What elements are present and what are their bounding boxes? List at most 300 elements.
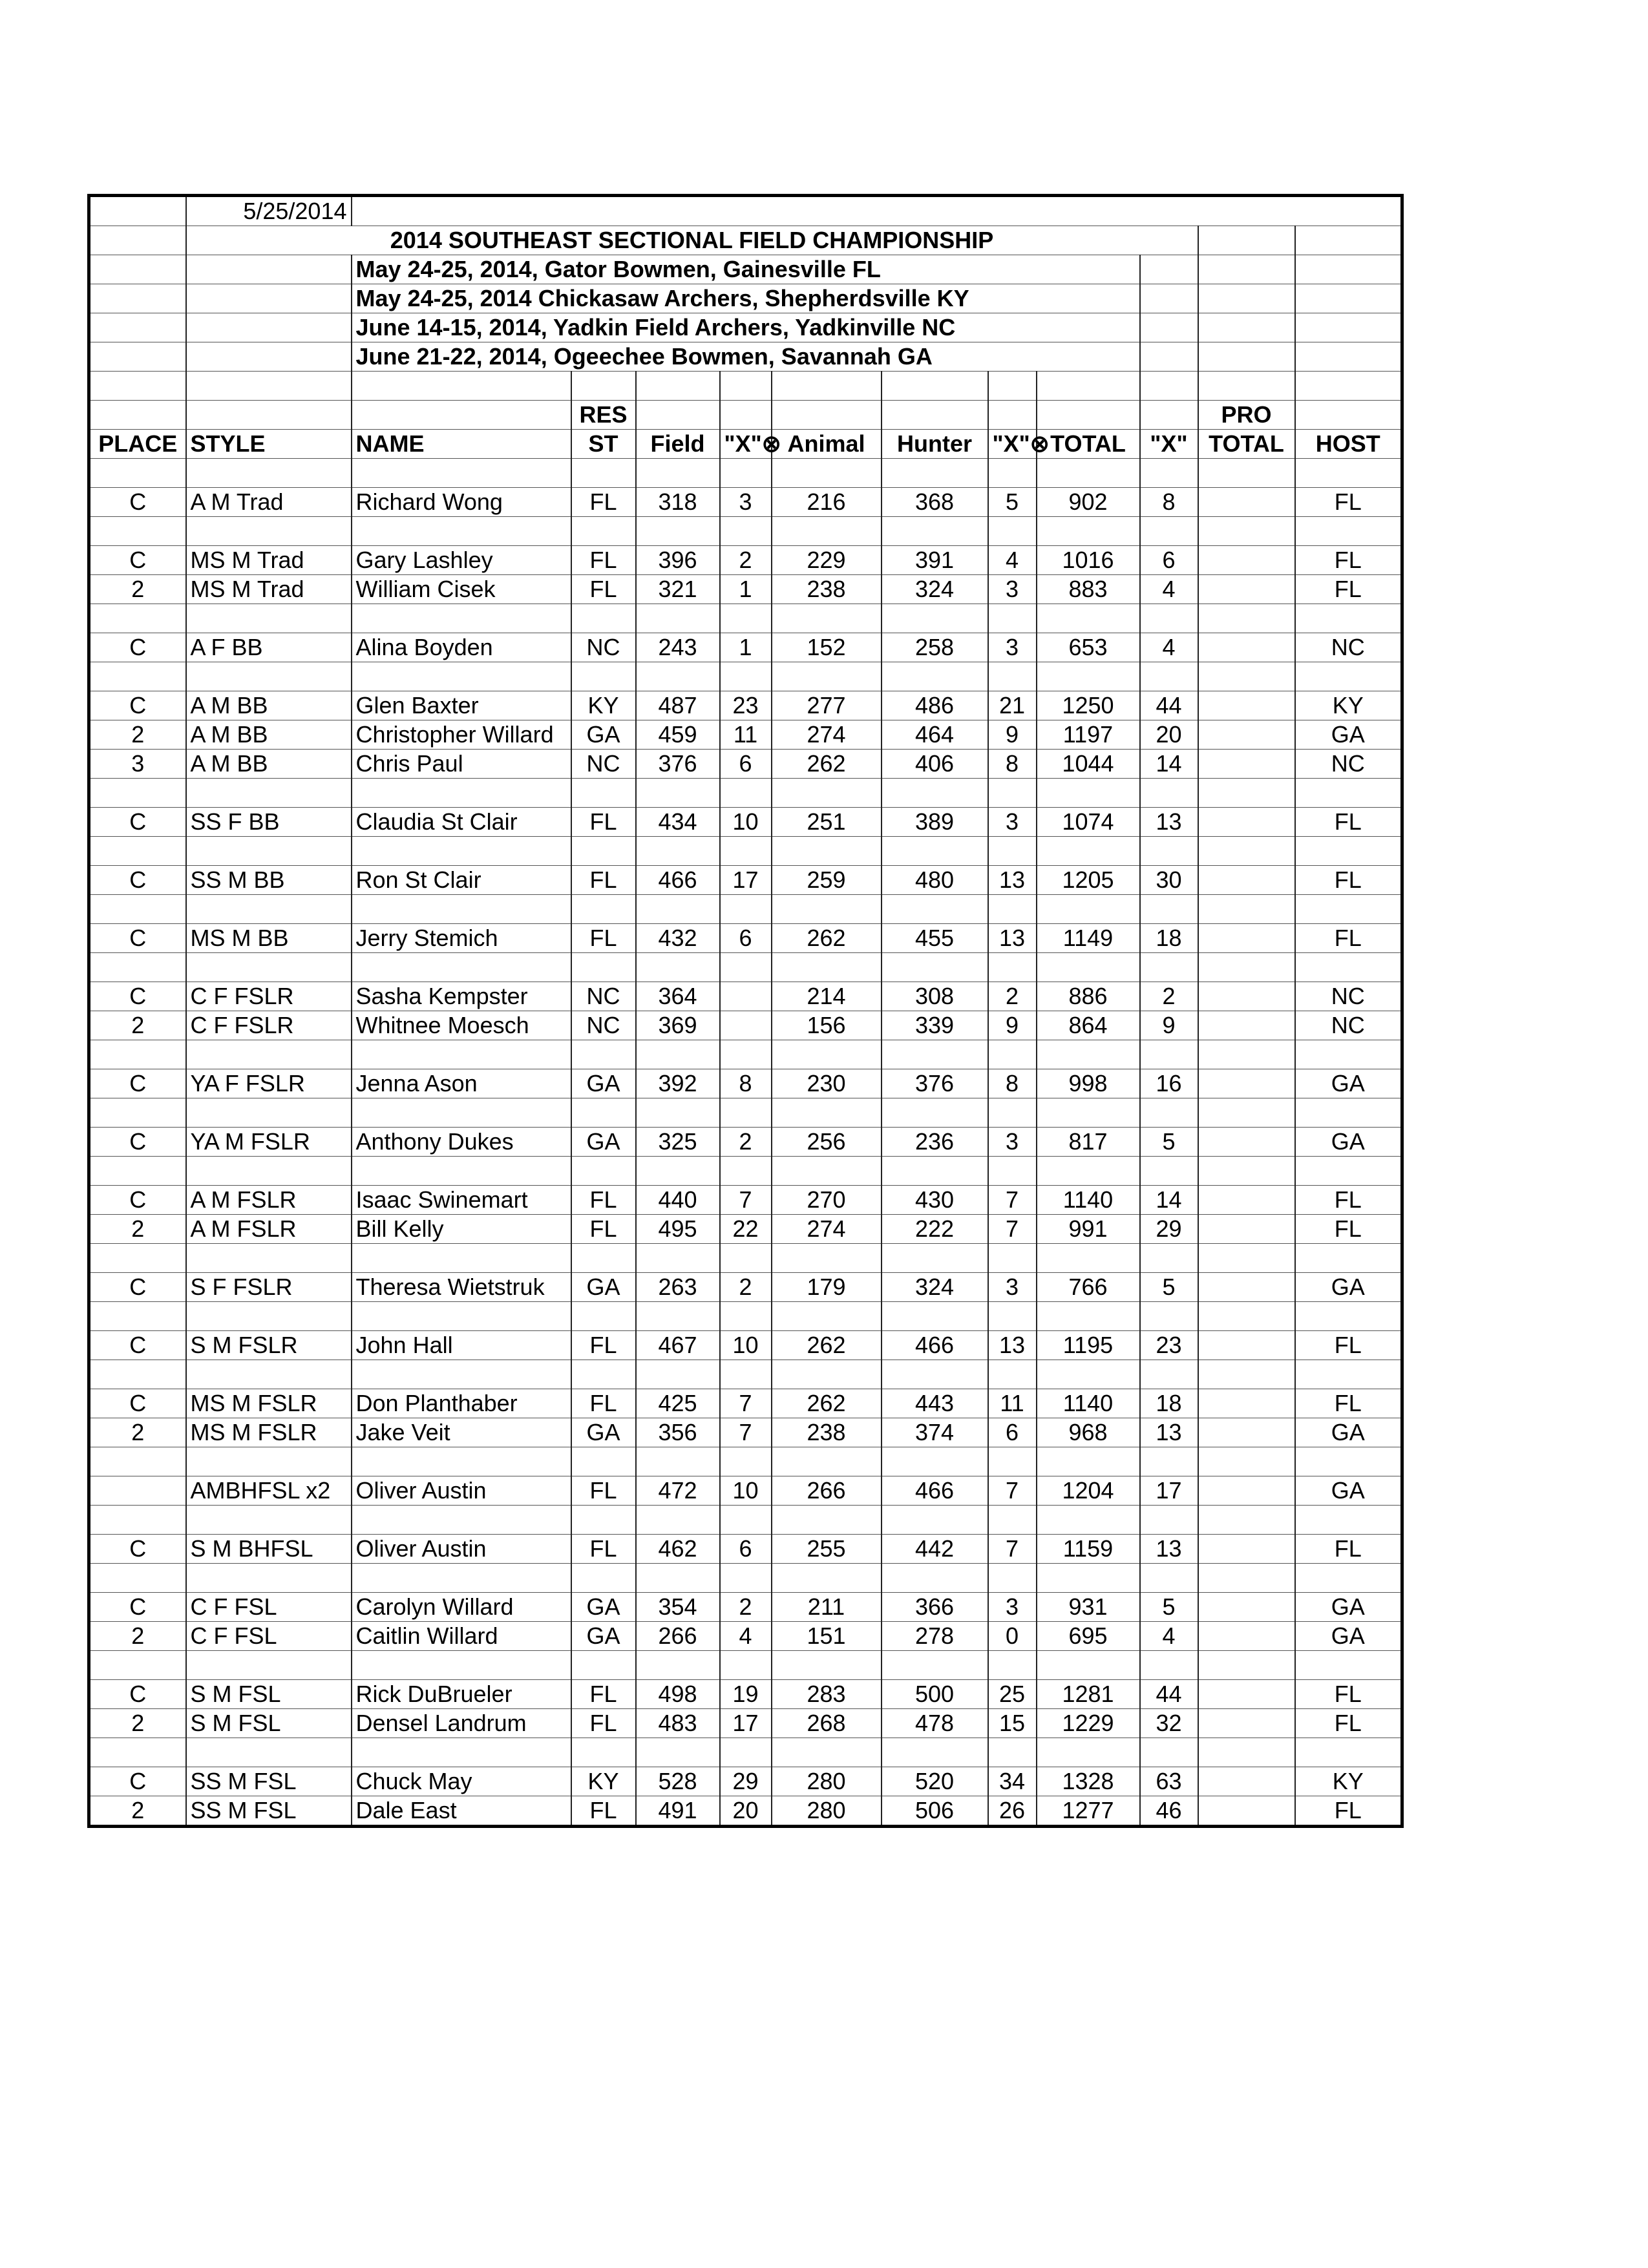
total-x: 4 bbox=[1140, 1622, 1198, 1651]
res-state: GA bbox=[571, 1622, 636, 1651]
hunter-score: 500 bbox=[882, 1680, 988, 1709]
hunter-x: 8 bbox=[988, 750, 1037, 779]
event-line: May 24-25, 2014 Chickasaw Archers, Shepherdsville KY bbox=[352, 284, 1140, 313]
place bbox=[89, 1476, 186, 1506]
total-x: 18 bbox=[1140, 924, 1198, 953]
total-score: 864 bbox=[1037, 1011, 1140, 1040]
total-score: 1250 bbox=[1037, 691, 1140, 720]
report-date: 5/25/2014 bbox=[186, 196, 352, 226]
hunter-score: 466 bbox=[882, 1476, 988, 1506]
pro-total bbox=[1198, 691, 1295, 720]
archer-name: Caitlin Willard bbox=[352, 1622, 571, 1651]
hunter-score: 368 bbox=[882, 488, 988, 517]
total-x: 14 bbox=[1140, 750, 1198, 779]
animal-score: 238 bbox=[772, 575, 882, 604]
animal-score: 152 bbox=[772, 633, 882, 662]
pro-total bbox=[1198, 1418, 1295, 1447]
host: FL bbox=[1295, 1389, 1402, 1418]
host: FL bbox=[1295, 546, 1402, 575]
animal-score: 230 bbox=[772, 1069, 882, 1098]
field-score: 432 bbox=[636, 924, 720, 953]
host: GA bbox=[1295, 1273, 1402, 1302]
table-row bbox=[89, 1709, 1402, 1738]
archer-name: Jenna Ason bbox=[352, 1069, 571, 1098]
field-score: 483 bbox=[636, 1709, 720, 1738]
style: A F BB bbox=[186, 633, 352, 662]
archer-name: Chuck May bbox=[352, 1767, 571, 1796]
animal-score: 266 bbox=[772, 1476, 882, 1506]
field-x: 8 bbox=[720, 1069, 772, 1098]
total-x: 44 bbox=[1140, 691, 1198, 720]
pro-total bbox=[1198, 982, 1295, 1011]
col-host: HOST bbox=[1295, 430, 1402, 459]
res-state: FL bbox=[571, 1680, 636, 1709]
archer-name: Oliver Austin bbox=[352, 1535, 571, 1564]
res-state: FL bbox=[571, 488, 636, 517]
total-x: 17 bbox=[1140, 1476, 1198, 1506]
field-score: 462 bbox=[636, 1535, 720, 1564]
style: MS M Trad bbox=[186, 575, 352, 604]
total-score: 817 bbox=[1037, 1128, 1140, 1157]
spacer-row bbox=[89, 1040, 1402, 1069]
event-line: June 14-15, 2014, Yadkin Field Archers, Yadkinville NC bbox=[352, 313, 1140, 342]
field-score: 459 bbox=[636, 720, 720, 750]
hunter-x: 25 bbox=[988, 1680, 1037, 1709]
style: MS M Trad bbox=[186, 546, 352, 575]
spacer-row bbox=[89, 837, 1402, 866]
spacer-row bbox=[89, 1360, 1402, 1389]
spacer-row bbox=[89, 1098, 1402, 1128]
total-score: 998 bbox=[1037, 1069, 1140, 1098]
res-state: GA bbox=[571, 720, 636, 750]
field-score: 266 bbox=[636, 1622, 720, 1651]
field-x: 10 bbox=[720, 1331, 772, 1360]
res-state: FL bbox=[571, 1535, 636, 1564]
total-x: 13 bbox=[1140, 1418, 1198, 1447]
total-score: 1149 bbox=[1037, 924, 1140, 953]
table-row bbox=[89, 808, 1402, 837]
hunter-x: 7 bbox=[988, 1535, 1037, 1564]
hunter-x: 13 bbox=[988, 924, 1037, 953]
hunter-score: 278 bbox=[882, 1622, 988, 1651]
res-state: GA bbox=[571, 1593, 636, 1622]
res-state: FL bbox=[571, 924, 636, 953]
total-score: 766 bbox=[1037, 1273, 1140, 1302]
total-x: 5 bbox=[1140, 1593, 1198, 1622]
pro-total bbox=[1198, 1128, 1295, 1157]
hunter-x: 9 bbox=[988, 720, 1037, 750]
total-score: 968 bbox=[1037, 1418, 1140, 1447]
table-row bbox=[89, 1593, 1402, 1622]
hunter-score: 486 bbox=[882, 691, 988, 720]
field-score: 487 bbox=[636, 691, 720, 720]
animal-score: 259 bbox=[772, 866, 882, 895]
table-row bbox=[89, 1215, 1402, 1244]
hunter-x: 7 bbox=[988, 1186, 1037, 1215]
pro-total bbox=[1198, 575, 1295, 604]
total-score: 883 bbox=[1037, 575, 1140, 604]
event-row bbox=[89, 284, 1402, 313]
total-score: 1074 bbox=[1037, 808, 1140, 837]
hunter-score: 374 bbox=[882, 1418, 988, 1447]
table-row bbox=[89, 1389, 1402, 1418]
hunter-x: 9 bbox=[988, 1011, 1037, 1040]
field-x: 7 bbox=[720, 1186, 772, 1215]
archer-name: Don Planthaber bbox=[352, 1389, 571, 1418]
column-header-bottom bbox=[89, 430, 1402, 459]
archer-name: William Cisek bbox=[352, 575, 571, 604]
host: FL bbox=[1295, 866, 1402, 895]
host: NC bbox=[1295, 1011, 1402, 1040]
style: S F FSLR bbox=[186, 1273, 352, 1302]
total-x: 63 bbox=[1140, 1767, 1198, 1796]
hunter-score: 324 bbox=[882, 575, 988, 604]
hunter-x: 2 bbox=[988, 982, 1037, 1011]
total-score: 1140 bbox=[1037, 1186, 1140, 1215]
animal-score: 283 bbox=[772, 1680, 882, 1709]
spacer-row bbox=[89, 604, 1402, 633]
event-row bbox=[89, 255, 1402, 284]
table-row bbox=[89, 1186, 1402, 1215]
pro-total bbox=[1198, 1331, 1295, 1360]
archer-name: Jerry Stemich bbox=[352, 924, 571, 953]
event-row bbox=[89, 342, 1402, 372]
res-state: NC bbox=[571, 750, 636, 779]
table-row bbox=[89, 1622, 1402, 1651]
spacer-row bbox=[89, 372, 1402, 401]
pro-total bbox=[1198, 1389, 1295, 1418]
host: FL bbox=[1295, 1535, 1402, 1564]
animal-score: 262 bbox=[772, 750, 882, 779]
hunter-x: 8 bbox=[988, 1069, 1037, 1098]
field-x: 2 bbox=[720, 546, 772, 575]
res-state: KY bbox=[571, 1767, 636, 1796]
host: FL bbox=[1295, 1186, 1402, 1215]
pro-total bbox=[1198, 1593, 1295, 1622]
archer-name: Claudia St Clair bbox=[352, 808, 571, 837]
event-row bbox=[89, 313, 1402, 342]
place: C bbox=[89, 1069, 186, 1098]
animal-score: 270 bbox=[772, 1186, 882, 1215]
total-x: 46 bbox=[1140, 1796, 1198, 1827]
place: C bbox=[89, 1128, 186, 1157]
total-score: 1205 bbox=[1037, 866, 1140, 895]
animal-score: 280 bbox=[772, 1767, 882, 1796]
res-state: FL bbox=[571, 1331, 636, 1360]
hunter-x: 3 bbox=[988, 1593, 1037, 1622]
hunter-score: 339 bbox=[882, 1011, 988, 1040]
place: C bbox=[89, 1389, 186, 1418]
spacer-row bbox=[89, 953, 1402, 982]
total-score: 1204 bbox=[1037, 1476, 1140, 1506]
animal-score: 251 bbox=[772, 808, 882, 837]
animal-score: 274 bbox=[772, 1215, 882, 1244]
style: MS M FSLR bbox=[186, 1389, 352, 1418]
place: 2 bbox=[89, 1622, 186, 1651]
field-score: 495 bbox=[636, 1215, 720, 1244]
total-x: 44 bbox=[1140, 1680, 1198, 1709]
style: C F FSL bbox=[186, 1593, 352, 1622]
field-x: 11 bbox=[720, 720, 772, 750]
animal-score: 214 bbox=[772, 982, 882, 1011]
hunter-x: 3 bbox=[988, 575, 1037, 604]
res-state: NC bbox=[571, 1011, 636, 1040]
hunter-score: 236 bbox=[882, 1128, 988, 1157]
field-score: 466 bbox=[636, 866, 720, 895]
table-row bbox=[89, 1069, 1402, 1098]
pro-total bbox=[1198, 1796, 1295, 1827]
field-x: 20 bbox=[720, 1796, 772, 1827]
total-x: 18 bbox=[1140, 1389, 1198, 1418]
field-score: 243 bbox=[636, 633, 720, 662]
hunter-score: 478 bbox=[882, 1709, 988, 1738]
col-res-label: RES bbox=[571, 401, 636, 430]
archer-name: Ron St Clair bbox=[352, 866, 571, 895]
field-x: 7 bbox=[720, 1389, 772, 1418]
animal-score: 238 bbox=[772, 1418, 882, 1447]
table-row bbox=[89, 1476, 1402, 1506]
hunter-score: 506 bbox=[882, 1796, 988, 1827]
animal-score: 156 bbox=[772, 1011, 882, 1040]
hunter-score: 464 bbox=[882, 720, 988, 750]
spacer-row bbox=[89, 662, 1402, 691]
spacer-row bbox=[89, 1157, 1402, 1186]
col-total: TOTAL bbox=[1037, 430, 1140, 459]
place: C bbox=[89, 633, 186, 662]
hunter-x: 3 bbox=[988, 633, 1037, 662]
host: GA bbox=[1295, 1418, 1402, 1447]
event-line: June 21-22, 2014, Ogeechee Bowmen, Savannah GA bbox=[352, 342, 1140, 372]
hunter-score: 466 bbox=[882, 1331, 988, 1360]
field-x: 1 bbox=[720, 575, 772, 604]
animal-score: 268 bbox=[772, 1709, 882, 1738]
pro-total bbox=[1198, 1186, 1295, 1215]
archer-name: Gary Lashley bbox=[352, 546, 571, 575]
style: A M Trad bbox=[186, 488, 352, 517]
res-state: KY bbox=[571, 691, 636, 720]
total-x: 16 bbox=[1140, 1069, 1198, 1098]
animal-score: 280 bbox=[772, 1796, 882, 1827]
host: KY bbox=[1295, 1767, 1402, 1796]
archer-name: Sasha Kempster bbox=[352, 982, 571, 1011]
total-score: 1197 bbox=[1037, 720, 1140, 750]
total-x: 4 bbox=[1140, 633, 1198, 662]
field-x: 10 bbox=[720, 1476, 772, 1506]
col-place: PLACE bbox=[89, 430, 186, 459]
res-state: GA bbox=[571, 1273, 636, 1302]
host: GA bbox=[1295, 1476, 1402, 1506]
host: KY bbox=[1295, 691, 1402, 720]
spacer-row bbox=[89, 1302, 1402, 1331]
field-score: 392 bbox=[636, 1069, 720, 1098]
col-total-x: "X" bbox=[1140, 430, 1198, 459]
hunter-score: 406 bbox=[882, 750, 988, 779]
hunter-x: 15 bbox=[988, 1709, 1037, 1738]
place: 2 bbox=[89, 1709, 186, 1738]
host: FL bbox=[1295, 808, 1402, 837]
animal-score: 277 bbox=[772, 691, 882, 720]
archer-name: Oliver Austin bbox=[352, 1476, 571, 1506]
field-x: 2 bbox=[720, 1593, 772, 1622]
spacer-row bbox=[89, 895, 1402, 924]
archer-name: Alina Boyden bbox=[352, 633, 571, 662]
total-x: 13 bbox=[1140, 1535, 1198, 1564]
hunter-x: 3 bbox=[988, 808, 1037, 837]
style: A M FSLR bbox=[186, 1186, 352, 1215]
archer-name: Anthony Dukes bbox=[352, 1128, 571, 1157]
pro-total bbox=[1198, 488, 1295, 517]
place: C bbox=[89, 691, 186, 720]
table-row bbox=[89, 633, 1402, 662]
table-row bbox=[89, 982, 1402, 1011]
total-score: 1195 bbox=[1037, 1331, 1140, 1360]
host: FL bbox=[1295, 1796, 1402, 1827]
archer-name: Bill Kelly bbox=[352, 1215, 571, 1244]
res-state: FL bbox=[571, 1476, 636, 1506]
title-row bbox=[89, 226, 1402, 255]
host: NC bbox=[1295, 633, 1402, 662]
table-row bbox=[89, 1011, 1402, 1040]
hunter-score: 455 bbox=[882, 924, 988, 953]
animal-score: 262 bbox=[772, 1389, 882, 1418]
pro-total bbox=[1198, 633, 1295, 662]
field-score: 498 bbox=[636, 1680, 720, 1709]
total-score: 931 bbox=[1037, 1593, 1140, 1622]
hunter-score: 520 bbox=[882, 1767, 988, 1796]
field-x: 17 bbox=[720, 1709, 772, 1738]
pro-total bbox=[1198, 808, 1295, 837]
res-state: NC bbox=[571, 982, 636, 1011]
table-row bbox=[89, 866, 1402, 895]
res-state: GA bbox=[571, 1418, 636, 1447]
total-score: 1044 bbox=[1037, 750, 1140, 779]
style: SS M FSL bbox=[186, 1767, 352, 1796]
total-x: 23 bbox=[1140, 1331, 1198, 1360]
hunter-score: 389 bbox=[882, 808, 988, 837]
archer-name: Christopher Willard bbox=[352, 720, 571, 750]
host: NC bbox=[1295, 750, 1402, 779]
place: C bbox=[89, 488, 186, 517]
field-score: 491 bbox=[636, 1796, 720, 1827]
pro-total bbox=[1198, 1476, 1295, 1506]
field-score: 434 bbox=[636, 808, 720, 837]
hunter-x: 13 bbox=[988, 866, 1037, 895]
res-state: NC bbox=[571, 633, 636, 662]
field-x: 23 bbox=[720, 691, 772, 720]
res-state: FL bbox=[571, 575, 636, 604]
archer-name: Isaac Swinemart bbox=[352, 1186, 571, 1215]
pro-total bbox=[1198, 750, 1295, 779]
field-x: 19 bbox=[720, 1680, 772, 1709]
total-x: 9 bbox=[1140, 1011, 1198, 1040]
table-row bbox=[89, 546, 1402, 575]
table-row bbox=[89, 1273, 1402, 1302]
col-state: ST bbox=[571, 430, 636, 459]
pro-total bbox=[1198, 1273, 1295, 1302]
style: C F FSLR bbox=[186, 1011, 352, 1040]
animal-score: 151 bbox=[772, 1622, 882, 1651]
field-x: 1 bbox=[720, 633, 772, 662]
total-score: 991 bbox=[1037, 1215, 1140, 1244]
pro-total bbox=[1198, 1709, 1295, 1738]
animal-score: 274 bbox=[772, 720, 882, 750]
table-row bbox=[89, 1680, 1402, 1709]
table-row bbox=[89, 924, 1402, 953]
field-score: 472 bbox=[636, 1476, 720, 1506]
place: 2 bbox=[89, 1796, 186, 1827]
place: C bbox=[89, 1680, 186, 1709]
total-x: 29 bbox=[1140, 1215, 1198, 1244]
host: FL bbox=[1295, 575, 1402, 604]
spacer-row bbox=[89, 1447, 1402, 1476]
field-x: 3 bbox=[720, 488, 772, 517]
table-row bbox=[89, 1767, 1402, 1796]
archer-name: Rick DuBrueler bbox=[352, 1680, 571, 1709]
hunter-x: 7 bbox=[988, 1476, 1037, 1506]
total-score: 1277 bbox=[1037, 1796, 1140, 1827]
table-row bbox=[89, 488, 1402, 517]
style: C F FSL bbox=[186, 1622, 352, 1651]
results-table bbox=[87, 194, 1404, 1828]
style: SS M BB bbox=[186, 866, 352, 895]
col-pro-total: TOTAL bbox=[1198, 430, 1295, 459]
field-score: 440 bbox=[636, 1186, 720, 1215]
total-x: 4 bbox=[1140, 575, 1198, 604]
spacer-row bbox=[89, 1738, 1402, 1767]
place: 2 bbox=[89, 1215, 186, 1244]
pro-total bbox=[1198, 1011, 1295, 1040]
animal-score: 255 bbox=[772, 1535, 882, 1564]
host: GA bbox=[1295, 1069, 1402, 1098]
hunter-score: 258 bbox=[882, 633, 988, 662]
style: AMBHFSL x2 bbox=[186, 1476, 352, 1506]
animal-score: 211 bbox=[772, 1593, 882, 1622]
col-style: STYLE bbox=[186, 430, 352, 459]
pro-total bbox=[1198, 1767, 1295, 1796]
res-state: FL bbox=[571, 1709, 636, 1738]
spacer-row bbox=[89, 1244, 1402, 1273]
style: A M BB bbox=[186, 750, 352, 779]
style: S M BHFSL bbox=[186, 1535, 352, 1564]
field-score: 425 bbox=[636, 1389, 720, 1418]
hunter-x: 3 bbox=[988, 1128, 1037, 1157]
animal-score: 179 bbox=[772, 1273, 882, 1302]
table-row bbox=[89, 575, 1402, 604]
hunter-score: 442 bbox=[882, 1535, 988, 1564]
field-score: 263 bbox=[636, 1273, 720, 1302]
style: MS M FSLR bbox=[186, 1418, 352, 1447]
style: SS F BB bbox=[186, 808, 352, 837]
place: C bbox=[89, 546, 186, 575]
place: C bbox=[89, 808, 186, 837]
field-x: 4 bbox=[720, 1622, 772, 1651]
total-x: 6 bbox=[1140, 546, 1198, 575]
col-pro-label: PRO bbox=[1198, 401, 1295, 430]
host: GA bbox=[1295, 1128, 1402, 1157]
total-x: 5 bbox=[1140, 1273, 1198, 1302]
hunter-x: 5 bbox=[988, 488, 1037, 517]
hunter-x: 26 bbox=[988, 1796, 1037, 1827]
field-x: 7 bbox=[720, 1418, 772, 1447]
archer-name: Densel Landrum bbox=[352, 1709, 571, 1738]
hunter-x: 4 bbox=[988, 546, 1037, 575]
hunter-score: 430 bbox=[882, 1186, 988, 1215]
field-score: 528 bbox=[636, 1767, 720, 1796]
res-state: FL bbox=[571, 1186, 636, 1215]
total-score: 1328 bbox=[1037, 1767, 1140, 1796]
table-row bbox=[89, 1128, 1402, 1157]
style: YA M FSLR bbox=[186, 1128, 352, 1157]
